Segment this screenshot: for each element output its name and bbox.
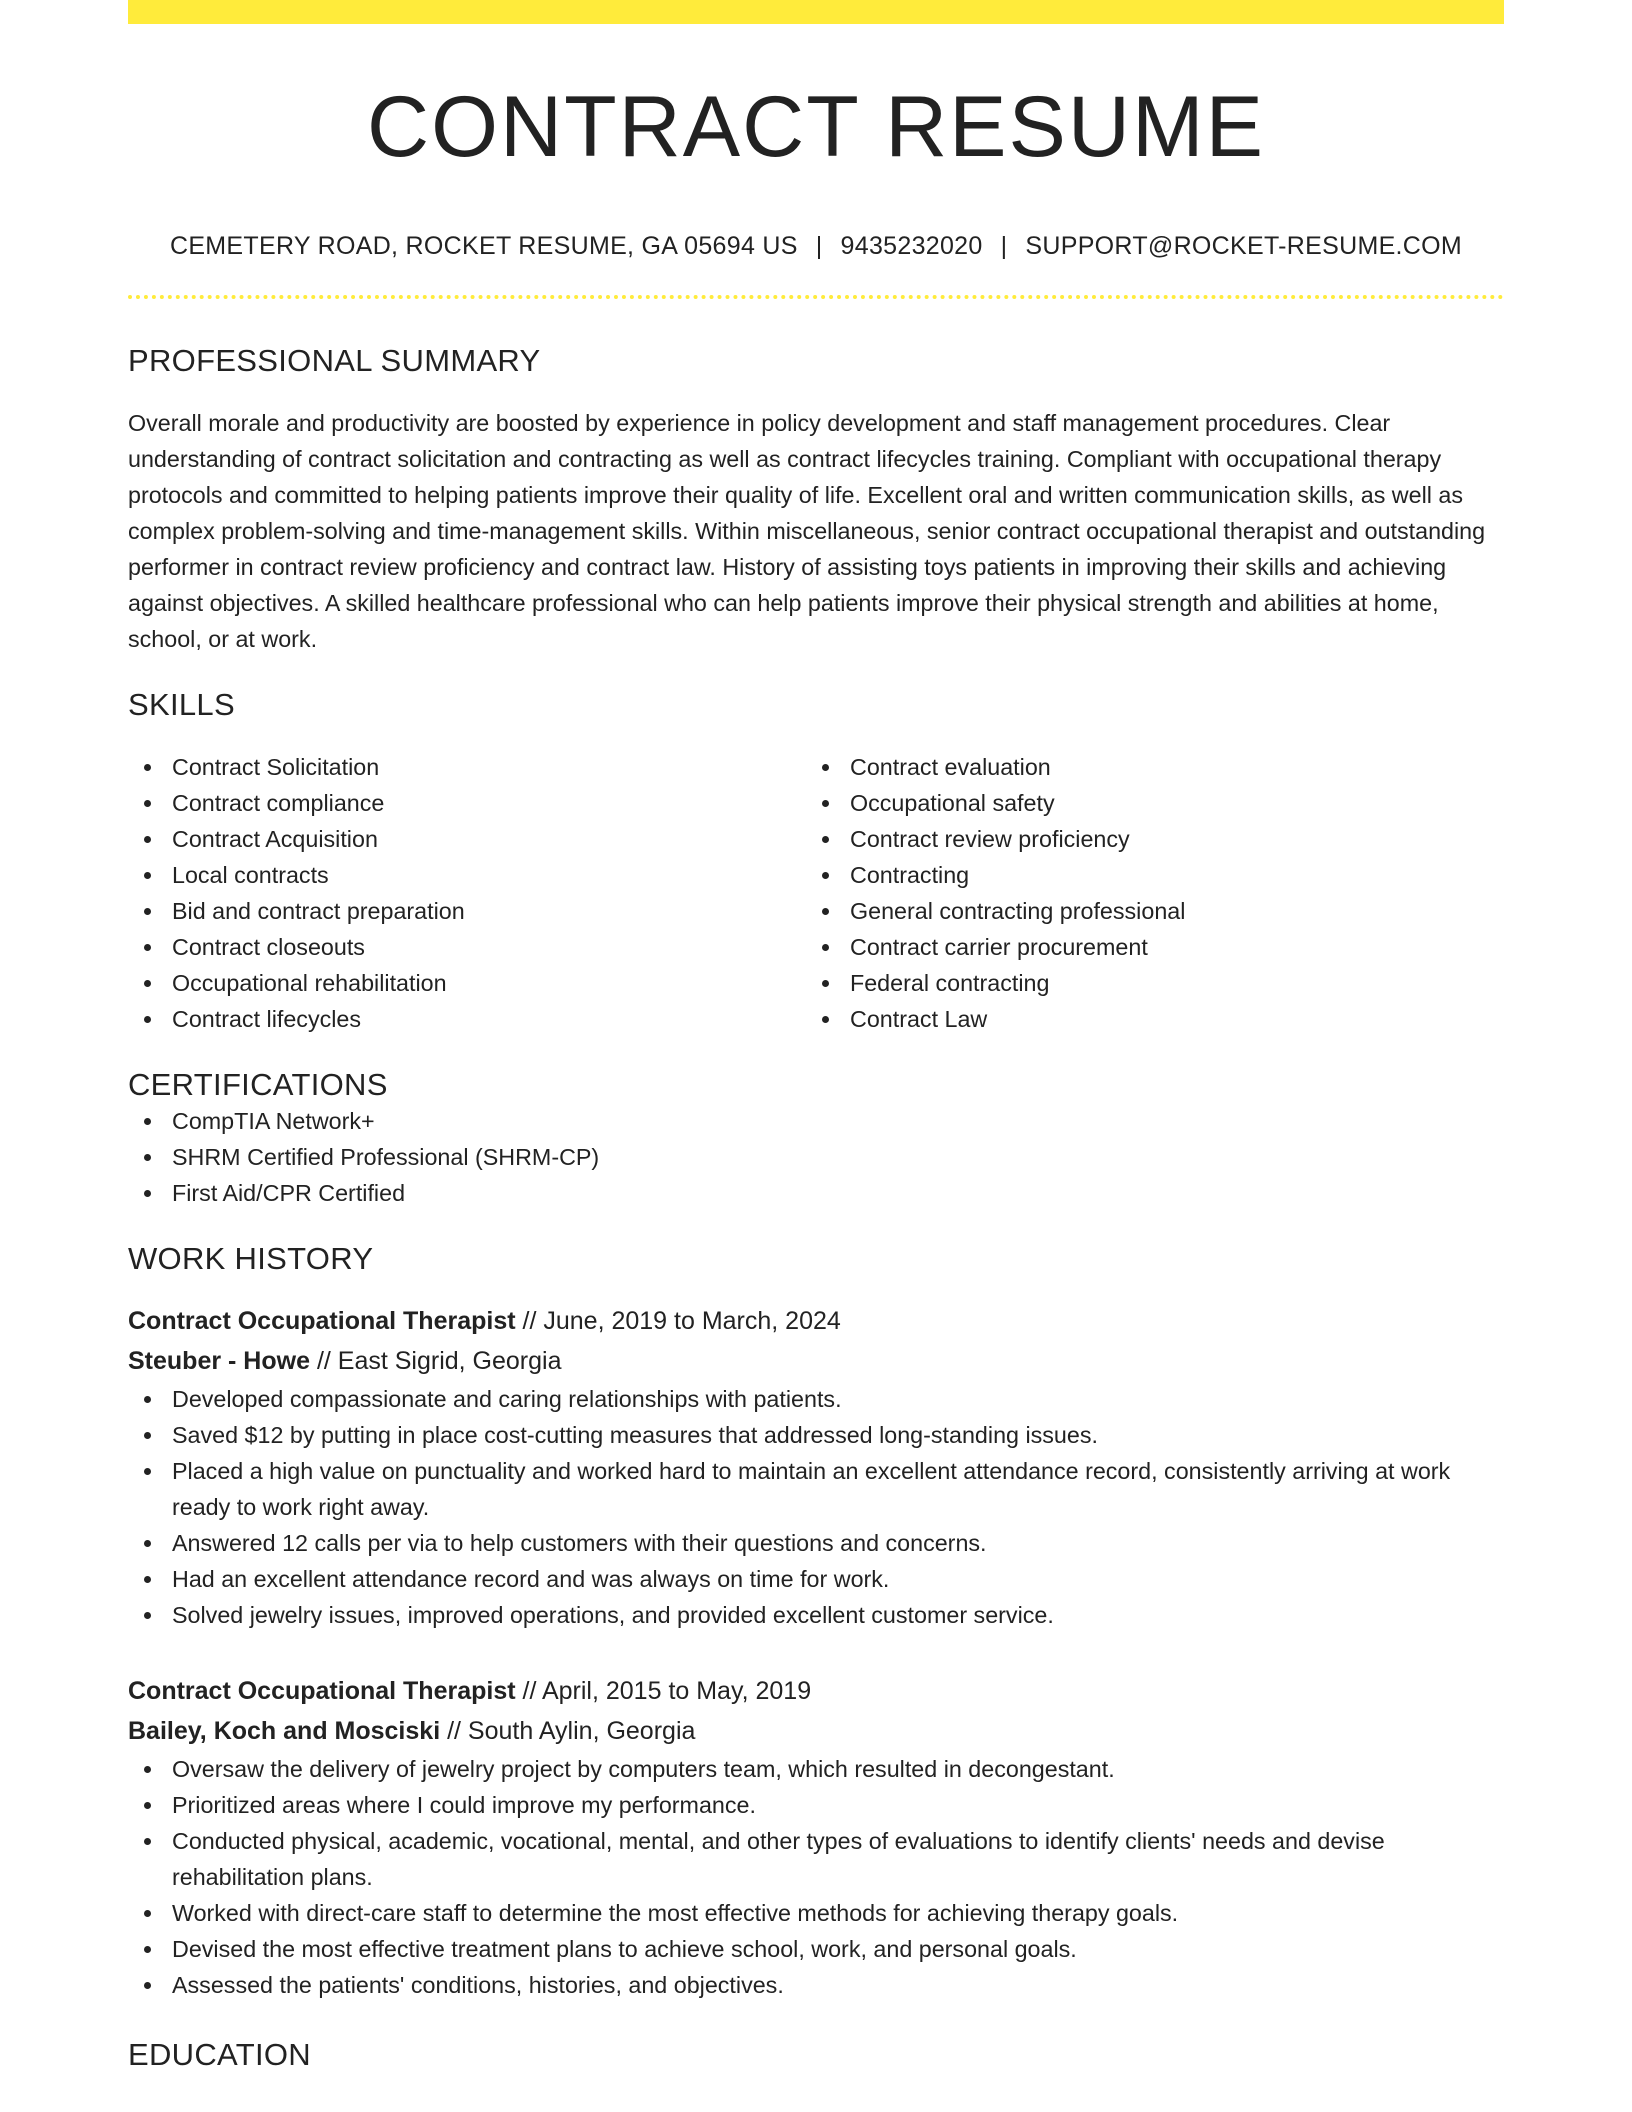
job-dates: // June, 2019 to March, 2024: [522, 1307, 841, 1335]
job-dates: // April, 2015 to May, 2019: [522, 1677, 812, 1705]
certifications-list: [128, 1103, 1504, 1211]
job-duty-item: Had an excellent attendance record and was always on time for work.: [128, 1561, 1504, 1597]
contact-address: CEMETERY ROAD, ROCKET RESUME, GA 05694 US: [169, 232, 798, 260]
job-company: Steuber - Howe: [128, 1347, 310, 1375]
job-company-line: [128, 1341, 1504, 1381]
skills-section: [128, 687, 1504, 1037]
job-duty-item: Solved jewelry issues, improved operations, and provided excellent customer service.: [128, 1597, 1504, 1633]
skill-item: Occupational rehabilitation: [128, 965, 806, 1001]
job-duty-item: Saved $12 by putting in place cost-cutting measures that addressed long-standing issues.: [128, 1417, 1504, 1453]
section-title-skills: SKILLS: [128, 687, 235, 722]
skill-item: Contract lifecycles: [128, 1001, 806, 1037]
education-section: [128, 2037, 1504, 2073]
job-location: // East Sigrid, Georgia: [316, 1347, 562, 1375]
job-entry: [128, 1301, 1504, 1633]
job-duty-item: Placed a high value on punctuality and worked hard to maintain an excellent attendance record, consistently arriving at work ready to work right away.: [128, 1453, 1504, 1525]
skill-item: Bid and contract preparation: [128, 893, 806, 929]
job-title-line: [128, 1671, 1504, 1711]
contact-separator: |: [1000, 232, 1008, 260]
job-title-line: [128, 1301, 1504, 1341]
job-role: Contract Occupational Therapist: [128, 1307, 516, 1335]
header-divider: [128, 295, 1504, 299]
job-duty-item: Developed compassionate and caring relationships with patients.: [128, 1381, 1504, 1417]
section-title-education: EDUCATION: [128, 2037, 311, 2072]
skill-item: Contract carrier procurement: [806, 929, 1484, 965]
skills-column-right: [806, 749, 1484, 1037]
skill-item: Contract Law: [806, 1001, 1484, 1037]
skills-columns: [128, 749, 1504, 1037]
skills-list-right: [806, 749, 1484, 1037]
job-duty-item: Devised the most effective treatment plans to achieve school, work, and personal goals.: [128, 1931, 1504, 1967]
job-duties-list: [128, 1381, 1504, 1633]
skill-item: Contract closeouts: [128, 929, 806, 965]
job-duty-item: Worked with direct-care staff to determine the most effective methods for achieving therapy goals.: [128, 1895, 1504, 1931]
resume-content: [128, 24, 1504, 2073]
certification-item: First Aid/CPR Certified: [128, 1175, 1504, 1211]
skill-item: Local contracts: [128, 857, 806, 893]
skills-column-left: [128, 749, 806, 1037]
summary-section: [128, 343, 1504, 657]
certification-item: CompTIA Network+: [128, 1103, 1504, 1139]
job-role: Contract Occupational Therapist: [128, 1677, 516, 1705]
skill-item: Contract Solicitation: [128, 749, 806, 785]
job-company-line: [128, 1711, 1504, 1751]
skills-list-left: [128, 749, 806, 1037]
summary-text: Overall morale and productivity are boosted by experience in policy development and staff management procedures. Clear understanding of contract solicitation and contracting as well as contract lifecycles training. Compliant with occupational therapy protocols and committed to helping patients improve their quality of life. Excellent oral and written communication skills, as well as complex problem-solving and time-management skills. Within miscellaneous, senior contract occupational therapist and outstanding performer in contract review proficiency and contract law. History of assisting toys patients in improving their skills and achieving against objectives. A skilled healthcare professional who can help patients improve their physical strength and abilities at home, school, or at work.: [128, 410, 1486, 652]
job-entry: [128, 1671, 1504, 2003]
skill-item: Contract evaluation: [806, 749, 1484, 785]
skill-item: Occupational safety: [806, 785, 1484, 821]
top-accent-bar: [128, 0, 1504, 24]
certifications-section: [128, 1067, 1504, 1211]
section-title-work-history: WORK HISTORY: [128, 1241, 374, 1276]
job-duty-item: Answered 12 calls per via to help customers with their questions and concerns.: [128, 1525, 1504, 1561]
certification-item: SHRM Certified Professional (SHRM-CP): [128, 1139, 1504, 1175]
contact-phone: 9435232020: [840, 232, 983, 260]
contact-line: [128, 232, 1504, 261]
skill-item: Contract review proficiency: [806, 821, 1484, 857]
skill-item: Contracting: [806, 857, 1484, 893]
section-title-summary: PROFESSIONAL SUMMARY: [128, 343, 541, 378]
resume-name: CONTRACT RESUME: [366, 79, 1266, 175]
section-title-certifications: CERTIFICATIONS: [128, 1067, 388, 1102]
contact-email: SUPPORT@ROCKET-RESUME.COM: [1025, 232, 1463, 260]
contact-separator: |: [815, 232, 823, 260]
skill-item: Contract Acquisition: [128, 821, 806, 857]
job-location: // South Aylin, Georgia: [447, 1717, 696, 1745]
skill-item: Federal contracting: [806, 965, 1484, 1001]
skill-item: Contract compliance: [128, 785, 806, 821]
job-duties-list: [128, 1751, 1504, 2003]
skill-item: General contracting professional: [806, 893, 1484, 929]
job-duty-item: Oversaw the delivery of jewelry project by computers team, which resulted in decongestant.: [128, 1751, 1504, 1787]
job-duty-item: Prioritized areas where I could improve my performance.: [128, 1787, 1504, 1823]
job-duty-item: Assessed the patients' conditions, histories, and objectives.: [128, 1967, 1504, 2003]
job-duty-item: Conducted physical, academic, vocational, mental, and other types of evaluations to identify clients' needs and devise rehabilitation plans.: [128, 1823, 1504, 1895]
job-company: Bailey, Koch and Mosciski: [128, 1717, 441, 1745]
work-history-section: [128, 1241, 1504, 2003]
